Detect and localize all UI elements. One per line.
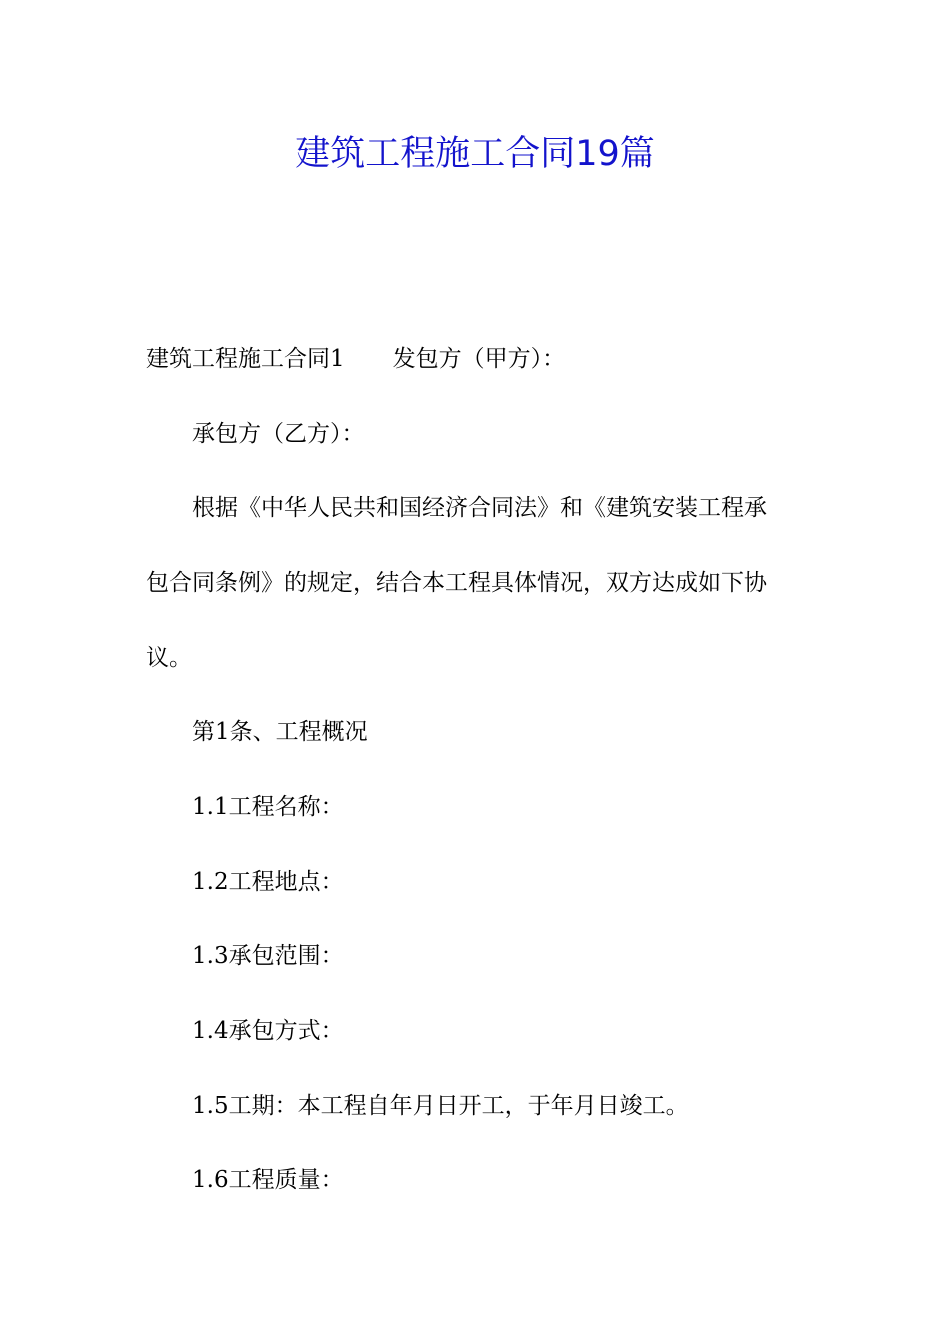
document-title: 建筑工程施工合同19篇 [295, 134, 655, 174]
contract-section-name: 建筑工程施工合同1 [146, 346, 345, 372]
item-project-name: 1.1工程名称： [192, 794, 344, 820]
party-a-label: 发包方（甲方）： [392, 346, 566, 372]
item-project-location: 1.2工程地点： [192, 869, 344, 895]
preamble-line-3: 议。 [146, 645, 192, 671]
preamble-line-1: 根据《中华人民共和国经济合同法》和《建筑安装工程承 [192, 495, 767, 521]
item-project-quality: 1.6工程质量： [192, 1167, 344, 1193]
item-contract-method: 1.4承包方式： [192, 1018, 344, 1044]
item-construction-period: 1.5工期：本工程自年月日开工，于年月日竣工。 [192, 1093, 689, 1119]
heading-line [146, 341, 816, 377]
party-b-label: 承包方（乙方）： [192, 421, 365, 447]
preamble-line-2: 包合同条例》的规定，结合本工程具体情况，双方达成如下协 [146, 570, 767, 596]
article-1-heading: 第1条、工程概况 [192, 719, 368, 745]
item-contract-scope: 1.3承包范围： [192, 943, 344, 969]
